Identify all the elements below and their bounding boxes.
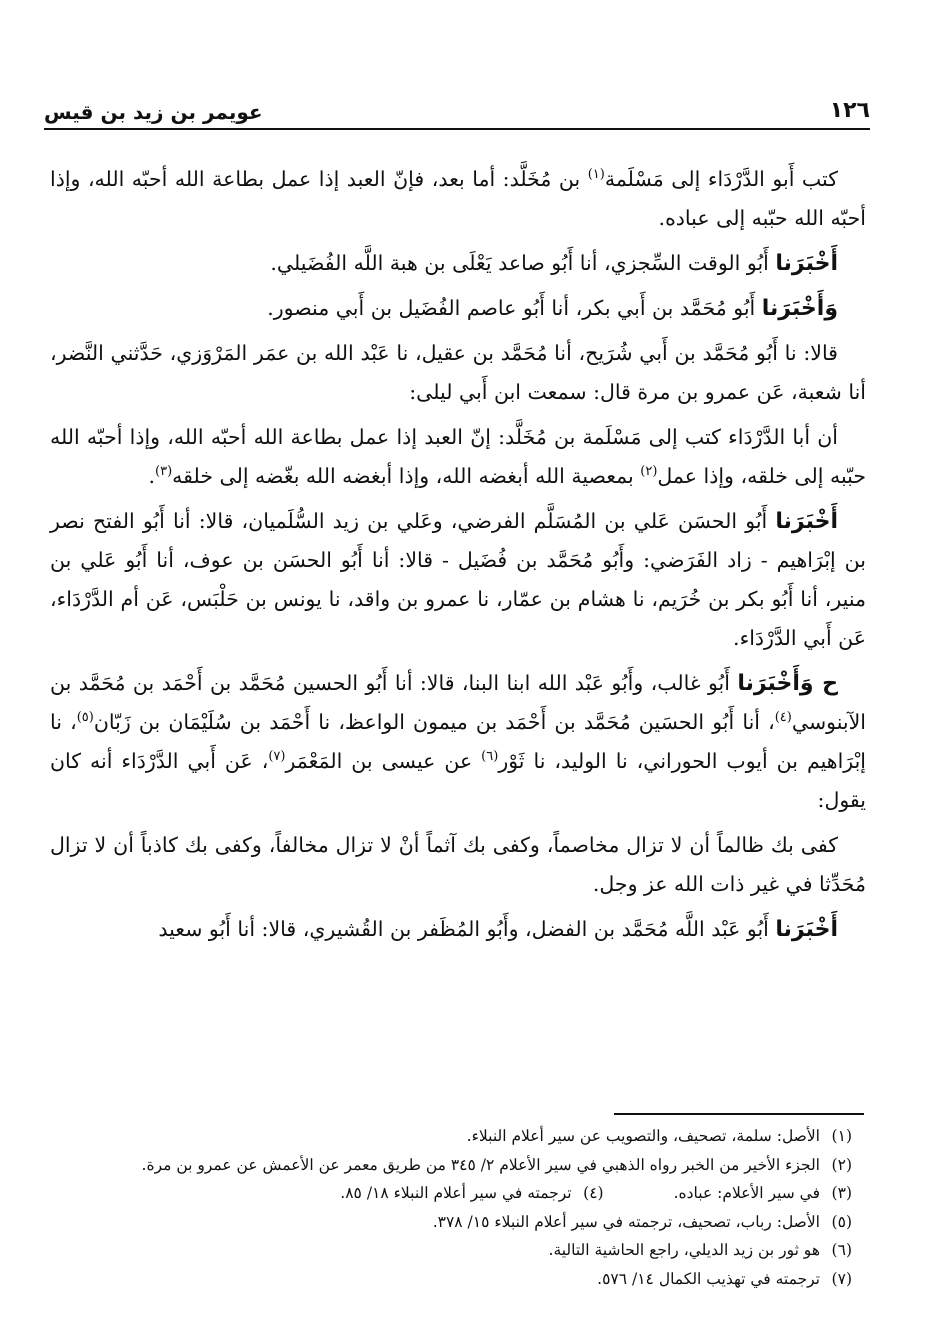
paragraph-3: وَأَخْبَرَنا أَبُو مُحَمَّد بن أَبي بكر، أنا أَبُو عاصم الفُضَيل بن أَبي منصور. — [267, 296, 838, 321]
footnote-3-4: (٣)في سير الأعلام: عباده.(٤)ترجمته في سير أعلام النبلاء ١٨/ ٨٥. — [340, 1184, 852, 1202]
isnad-keyword: وَأَخْبَرَنا — [737, 671, 814, 696]
footnote-ref-2[interactable]: (٢) — [640, 464, 658, 480]
isnad-keyword: أَخْبَرَنا — [775, 251, 838, 276]
running-header — [44, 98, 870, 130]
footnote-ref-4[interactable]: (٤) — [774, 710, 792, 726]
footnote-ref-7[interactable]: (٧) — [268, 749, 286, 765]
footnote-ref-6[interactable]: (٦) — [481, 749, 499, 765]
paragraph-9: أَخْبَرَنا أَبُو عَبْد اللَّه مُحَمَّد بن الفضل، وأَبُو المُظَفر بن القُشيري، قالا: أنا أَبُو سعيد — [158, 917, 838, 942]
paragraph-7: ح وَأَخْبَرَنا أَبُو غالب، وأَبُو عَبْد الله ابنا البنا، قالا: أنا أَبُو الحسين مُحَمَّد بن أَحْمَد بن مُحَمَّد بن الآبنوسي$^{(٤)}$، أنا أَبُو الحسَين مُحَمَّد بن أَحْمَد بن ميمون الواعظ، نا أَحْمَد بن سُلَيْمَان بن زَبّان$^{(٥)}$، نا إبْرَاهيم بن أيوب الحوراني، نا الوليد، نا ثَوْر$^{(٦)}$ عن عيسى بن المَعْمَر$^{(٧)}$، عَن أَبي الدَّرْدَاء أنه كان يقول: — [50, 671, 866, 812]
footnote-ref-1[interactable]: (١) — [587, 167, 605, 183]
footnotes — [70, 1122, 852, 1293]
paragraph-4: قالا: نا أَبُو مُحَمَّد بن أَبي شُرَيح، أنا مُحَمَّد بن عقيل، نا عَبْد الله بن عمَر المَرْوَزي، حَدَّثني النَّضر، أنا شعبة، عَن عمرو بن مرة قال: سمعت ابن أَبي ليلى: — [50, 341, 866, 404]
paragraph-6: أَخْبَرَنا أَبُو الحسَن عَلي بن المُسَلَّم الفرضي، وعَلي بن زيد السُّلَميان، قالا: أنا أَبُو الفتح نصر بن إبْرَاهيم - زاد الفَرَضي: وأَبُو مُحَمَّد بن فُضَيل - قالا: أنا أَبُو الحسَن بن عوف، أنا أَبُو عَلي بن منير، أنا أَبُو بكر بن خُرَيم، نا هشام بن عمّار، نا عمرو بن واقد، نا يونس بن حَلْبَس، عَن أم الدَّرْدَاء، عَن أَبي الدَّرْدَاء. — [50, 509, 866, 650]
main-text — [50, 160, 866, 955]
paragraph-8: كفى بك ظالماً أن لا تزال مخاصماً، وكفى بك آثماً أنْ لا تزال مخالفاً، وكفى بك كاذباً أن لا تزال مُحَدِّثا في غير ذات الله عز وجل. — [50, 833, 866, 896]
footnote-5: (٥)الأصل: رباب، تصحيف، ترجمته في سير أعلام النبلاء ١٥/ ٣٧٨. — [432, 1212, 852, 1231]
isnad-keyword: أَخْبَرَنا — [775, 509, 838, 534]
ha-marker: ح — [813, 671, 838, 696]
footnote-ref-3[interactable]: (٣) — [155, 464, 173, 480]
paragraph-2: أَخْبَرَنا أَبُو الوقت السِّجزي، أنا أَبُو صاعد يَعْلَى بن هبة اللَّه الفُضَيلي. — [270, 251, 838, 276]
footnote-7: (٧)ترجمته في تهذيب الكمال ١٤/ ٥٧٦. — [597, 1269, 852, 1288]
paragraph-1: كتب أَبو الدَّرْدَاء إلى مَسْلَمة$^{(١)}$ بن مُخَلَّد: أما بعد، فإنّ العبد إذا عمل بطاعة الله أحبّه الله، وإذا أحبّه الله حبّبه إلى عباده. — [50, 167, 866, 230]
footnote-2: (٢)الجزء الأخير من الخبر رواه الذهبي في سير الأعلام ٢/ ٣٤٥ من طريق معمر عن الأعمش عن عمرو بن مرة. — [141, 1155, 852, 1174]
running-title: عويمر بن زيد بن قيس — [44, 100, 263, 124]
footnote-6: (٦)هو ثور بن زيد الديلي، راجع الحاشية التالية. — [548, 1241, 852, 1259]
footnote-divider — [614, 1113, 864, 1115]
footnote-1: (١)الأصل: سلمة، تصحيف، والتصويب عن سير أعلام النبلاء. — [466, 1127, 852, 1145]
paragraph-5: أن أبا الدَّرْدَاء كتب إلى مَسْلَمة بن مُخَلَّد: إنّ العبد إذا عمل بطاعة الله أحبّه الله، وإذا أحبّه الله حبّبه إلى خلقه، وإذا عمل$^{(٢)}$ بمعصية الله أبغضه الله، وإذا أبغضه الله بغّضه إلى خلقه$^{(٣)}$. — [50, 425, 866, 488]
footnote-ref-5[interactable]: (٥) — [76, 710, 94, 726]
isnad-keyword: أَخْبَرَنا — [775, 917, 838, 942]
page-number: ١٢٦ — [829, 98, 870, 123]
isnad-keyword: وَأَخْبَرَنا — [761, 296, 838, 321]
